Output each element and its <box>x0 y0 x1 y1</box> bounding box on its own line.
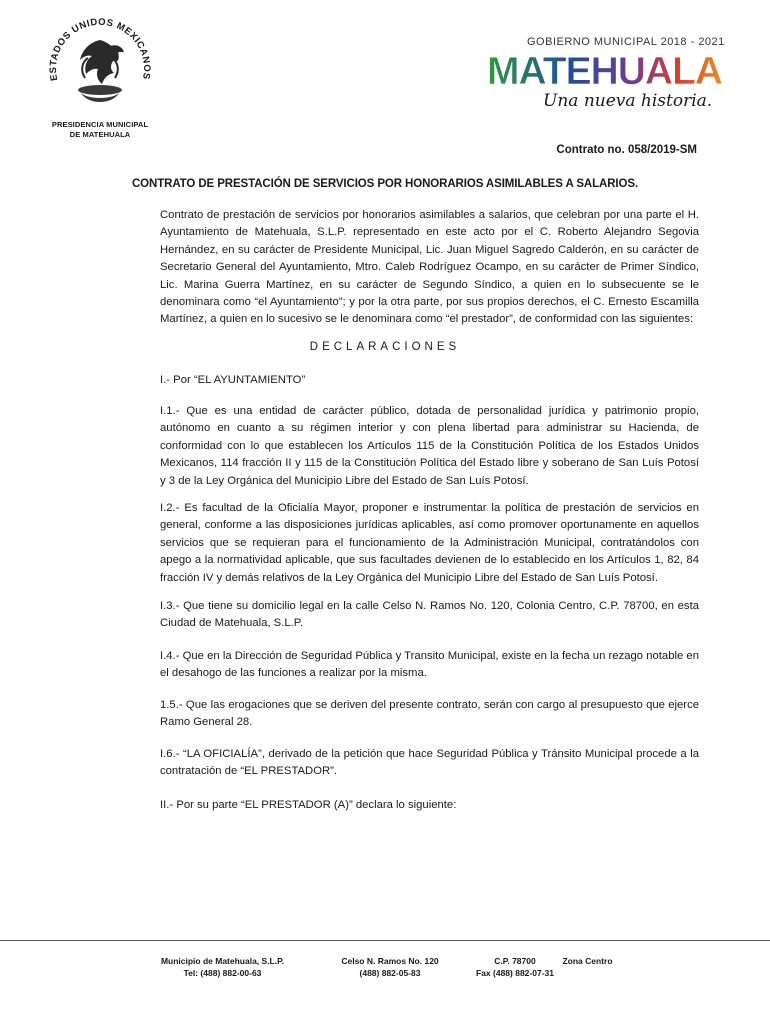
declaraciones-heading: DECLARACIONES <box>309 341 461 353</box>
matehuala-logo <box>485 34 745 120</box>
footer-divider <box>0 940 770 941</box>
seal-caption-line2: DE MATEHUALA <box>69 130 131 139</box>
footer-street: Celso N. Ramos No. 120 <box>341 956 439 966</box>
footer-postal <box>470 955 560 979</box>
logo-government-text: GOBIERNO MUNICIPAL 2018 - 2021 <box>527 36 725 48</box>
intro-paragraph: Contrato de prestación de servicios por honorarios asimilables a salarios, que celebran por una parte el H. Ayuntamiento de Matehuala, S.L.P. representado en este acto por el C. Roberto Alejandro Segovia Hernández, en su carácter de Presidente Municipal, Lic. Juan Miguel Sagredo Calderón, en su carácter de Secretario General del Ayuntamiento, Mtro. Caleb Rodríguez Ocampo, en su carácter de Primer Síndico, Lic. Marina Guerra Martínez, en su carácter de Segundo Síndico, a quien en lo subsecuente se le denominara como “el Ayuntamiento”; y por la otra parte, por sus propios derechos, el C. Ernesto Escamilla Martínez, a quien en lo sucesivo se le denominara como “el prestador”, de conformidad con las siguientes: <box>160 209 699 326</box>
footer-postal-code: C.P. 78700 <box>494 956 536 966</box>
footer-municipality-name: Municipio de Matehuala, S.L.P. <box>160 956 285 966</box>
footer-zone-name: Zona Centro <box>562 956 613 966</box>
seal-caption-line1: PRESIDENCIA MUNICIPAL <box>51 120 149 129</box>
footer-zone <box>560 955 615 967</box>
footer-municipality <box>160 955 285 979</box>
logo-tagline-text: Una nueva historia. <box>543 91 713 111</box>
declaration-i4: I.4.- Que en la Dirección de Seguridad Pública y Transito Municipal, existe en la fecha un rezago notable en el desahogo de las funciones a realizar por la misma. <box>160 650 699 680</box>
matehuala-logo-icon <box>485 48 735 114</box>
declaration-i3: I.3.- Que tiene su domicilio legal en la calle Celso N. Ramos No. 120, Colonia Centro, C.P. 78700, en esta Ciudad de Matehuala, S.L.P. <box>160 600 699 630</box>
logo-name-text: MATEHUALA <box>487 50 723 93</box>
declaration-i5: 1.5.- Que las erogaciones que se deriven del presente contrato, serán con cargo al presupuesto que ejerce Ramo General 28. <box>160 699 699 729</box>
mexican-coat-of-arms-icon <box>40 12 160 120</box>
seal-arc-text: ESTADOS UNIDOS MEXICANOS <box>47 16 153 82</box>
section-ayuntamiento-heading: I.- Por “EL AYUNTAMIENTO” <box>160 374 306 386</box>
declaration-i6: I.6.- “LA OFICIALÍA”, derivado de la petición que hace Seguridad Pública y Tránsito Municipal procede a la contratación de “EL PRESTADOR”. <box>160 748 699 778</box>
declaration-i1: I.1.- Que es una entidad de carácter público, dotada de personalidad jurídica y patrimonio propio, autónomo en cuanto a su régimen interior y con plena libertad para administrar su Hacienda, de conformidad con lo que establecen los Artículos 115 de la Constitución Política de los Estados Unidos Mexicanos, 114 fracción II y 115 de la Constitución Política del Estado libre y soberano de San Luís Potosí y 3 de la Ley Orgánica del Municipio Libre del Estado de San Luís Potosí. <box>160 405 699 487</box>
footer-phone-2: (488) 882-05-83 <box>359 968 421 978</box>
footer-address <box>335 955 445 979</box>
section-prestador-heading: II.- Por su parte “EL PRESTADOR (A)” declara lo siguiente: <box>160 799 457 811</box>
seal-block <box>40 12 160 140</box>
declaration-i2: I.2.- Es facultad de la Oficialía Mayor, proponer e instrumentar la política de prestación de servicios en general, conforme a las disposiciones jurídicas aplicables, así como promover oportunamente en aquellos servicios que se requieran para el funcionamiento de la Administración Municipal, contratándolos con apego a la normatividad aplicable, que sus facultades devienen de lo establecido en los Artículos 1, 82, 84 fracción IV y demás relativos de la Ley Orgánica del Municipio Libre del Estado de San Luís Potosí. <box>160 502 699 584</box>
footer-fax: Fax (488) 882-07-31 <box>476 968 554 978</box>
document-title: CONTRATO DE PRESTACIÓN DE SERVICIOS POR HONORARIOS ASIMILABLES A SALARIOS. <box>131 178 639 190</box>
footer-phone: Tel: (488) 882-00-63 <box>183 968 262 978</box>
contract-number: Contrato no. 058/2019-SM <box>556 144 697 156</box>
